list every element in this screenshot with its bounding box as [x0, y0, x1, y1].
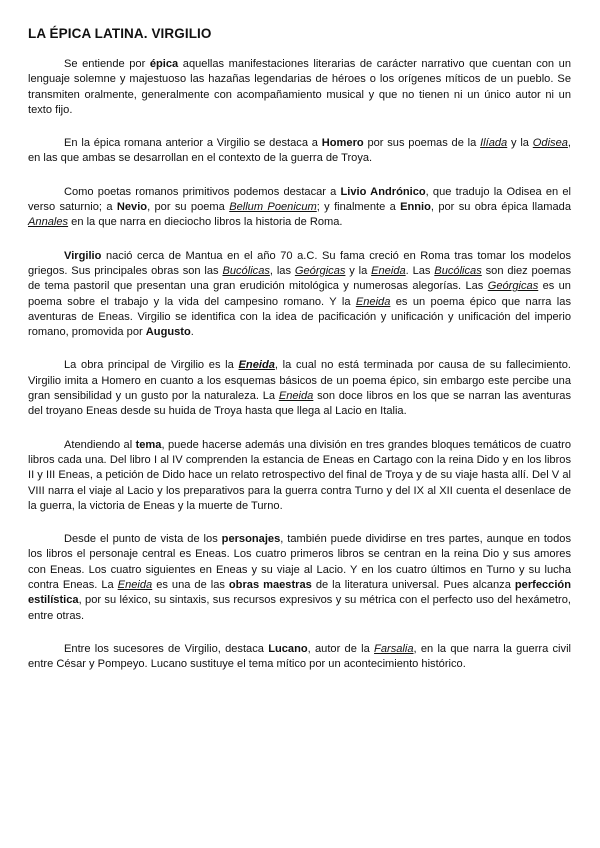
- bold-term: Virgilio: [64, 249, 102, 262]
- paragraph: [28, 249, 571, 341]
- document-title: LA ÉPICA LATINA. VIRGILIO: [28, 26, 212, 41]
- work-title: Farsalia: [374, 642, 414, 655]
- paragraph: [28, 136, 571, 167]
- text-run: Como poetas romanos primitivos podemos destacar a: [64, 185, 341, 198]
- work-title: Eneida: [117, 579, 153, 592]
- text-run: , la cual no está terminada por causa de su fallecimiento. Virgilio imita a Homero en cuanto a los esquemas básicos de un poema épico, sin embargo este percibe una gran sensibilidad y un gusto por la naturaleza. La: [28, 359, 571, 403]
- text-run: , puede hacerse además una división en tres grandes bloques temáticos de cuatro libros cada una. Del libro I al IV comprenden la estancia de Eneas en Cartago con la reina Dido y en los libros II y III Eneas, a petición de Dido hace un relato retrospectivo del final de Troya y de su viaje hasta allí. Del V al VIII narra el viaje al Lacio y los preparativos para la guerra contra Turno y del IX al XII cuenta el desenlace de la guerra, la victoria de Eneas y la muerte de Turno.: [28, 438, 571, 512]
- text-run: , en la que narra la guerra civil entre César y Pompeyo. Lucano sustituye el tema mítico por un acontecimiento histórico.: [28, 642, 571, 671]
- text-run: , autor de la: [307, 642, 375, 655]
- text-run: , por su poema: [147, 201, 230, 214]
- work-title: Bellum Poenicum: [229, 201, 317, 214]
- work-title: Geórgicas: [294, 264, 346, 277]
- text-run: La obra principal de Virgilio es la: [64, 359, 239, 372]
- work-title: Ilíada: [480, 137, 508, 150]
- bold-term: tema: [135, 438, 162, 451]
- text-run: nació cerca de Mantua en el año 70 a.C. Su fama creció en Roma tras tomar los modelos griegos. Sus principales obras son las: [28, 249, 571, 277]
- paragraph: [28, 438, 571, 514]
- document-body: [28, 57, 571, 673]
- paragraph: [28, 57, 571, 118]
- text-run: ; y finalmente a: [316, 201, 401, 214]
- bold-term: perfección estilística: [28, 579, 571, 607]
- text-run: .: [190, 326, 194, 339]
- paragraph: [28, 532, 571, 624]
- text-run: . Las: [405, 264, 435, 277]
- work-title: Geórgicas: [487, 280, 539, 293]
- bold-term: Ennio: [400, 201, 431, 214]
- text-run: son doce libros en los que se narran las aventuras del troyano Eneas desde su huida de Troya hasta que llega al Lacio en Italia.: [28, 390, 571, 418]
- text-run: es un poema épico que narra las aventuras de Eneas. Virgilio se identifica con la idea de pacificación y unificación y unificación del imperio romano, promovida por: [28, 295, 571, 339]
- text-run: Desde el punto de vista de los: [64, 533, 222, 546]
- text-run: En la épica romana anterior a Virgilio se destaca a: [64, 137, 322, 150]
- paragraph: [28, 642, 571, 673]
- paragraph: [28, 185, 571, 231]
- document-page: [28, 26, 571, 691]
- work-title: Eneida: [371, 264, 406, 277]
- text-run: Entre los sucesores de Virgilio, destaca: [64, 642, 269, 655]
- bold-term: personajes: [221, 533, 281, 546]
- work-title: Bucólicas: [434, 264, 482, 277]
- text-run: en la que narra en dieciocho libros la historia de Roma.: [68, 216, 343, 229]
- text-run: , las: [269, 264, 295, 277]
- work-title: Odisea: [532, 137, 568, 150]
- text-run: son diez poemas de tema pastoril que presentan una gran erudición mitológica y numerosas alegorías. Las: [28, 264, 571, 293]
- text-run: , por su léxico, su sintaxis, sus recursos expresivos y su métrica con el perfecto uso del hexámetro, entre otras.: [28, 594, 571, 622]
- bold-term: Augusto: [145, 326, 191, 339]
- bold-term: Nevio: [116, 201, 148, 214]
- text-run: y la: [507, 137, 533, 150]
- text-run: aquellas manifestaciones literarias de carácter narrativo que cuentan con un lenguaje solemne y majestuoso las hazañas legendarias de héroes o los orígenes míticos de un pueblo. Se transmiten oralmente, generalmente con acompañamiento musical y que no tienen ni un único autor ni un texto fijo.: [28, 58, 571, 116]
- text-run: es una de las: [152, 579, 229, 592]
- work-title: Eneida: [278, 390, 314, 403]
- work-title-bold: Eneida: [238, 359, 275, 372]
- text-run: , que tradujo la Odisea en el verso saturnio; a: [28, 185, 572, 214]
- text-run: , en las que ambas se desarrollan en el contexto de la guerra de Troya.: [28, 137, 572, 165]
- text-run: Se entiende por: [64, 58, 150, 70]
- paragraph: [28, 358, 571, 419]
- text-run: de la literatura universal. Pues alcanza: [311, 579, 515, 592]
- text-run: Atendiendo al: [64, 438, 136, 451]
- bold-term: Homero: [321, 137, 364, 150]
- text-run: , por su obra épica llamada: [430, 201, 571, 214]
- bold-term: Livio Andrónico: [340, 185, 426, 198]
- bold-term: obras maestras: [228, 579, 312, 592]
- work-title: Bucólicas: [222, 264, 270, 277]
- text-run: por sus poemas de la: [363, 137, 481, 150]
- bold-term: Lucano: [268, 642, 308, 655]
- text-run: es un poema sobre el trabajo y la vida del campesino romano. Y la: [28, 280, 571, 308]
- work-title: Annales: [28, 216, 69, 229]
- text-run: y la: [345, 264, 372, 277]
- bold-term: épica: [149, 58, 179, 70]
- text-run: , también puede dividirse en tres partes, aunque en todos los libros el personaje central es Eneas. Los cuatro primeros libros se centran en la reina Dio y sus amores con Eneas. Los cuatro siguientes en Eneas y su viaje al Lacio. Y en los cuatro últimos en Turno y su lucha contra Eneas. La: [28, 533, 571, 592]
- work-title: Eneida: [355, 295, 391, 308]
